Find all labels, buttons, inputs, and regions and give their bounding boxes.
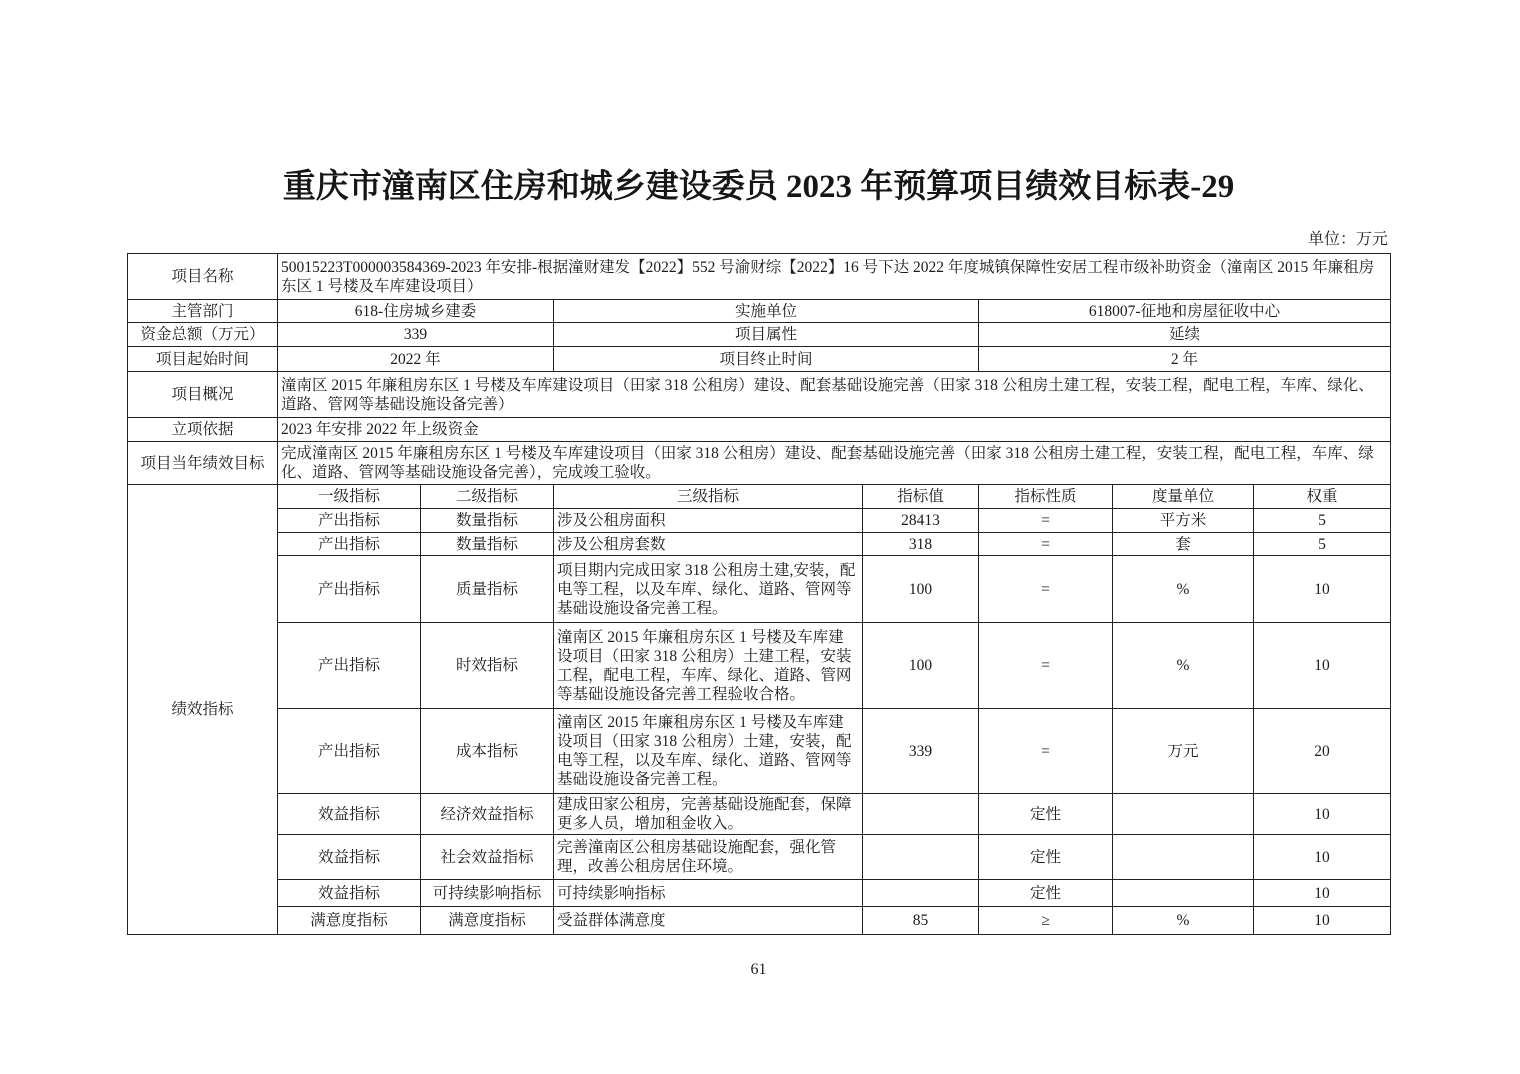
total-funds-row: [128, 323, 1391, 347]
nature-cell: 定性: [979, 835, 1113, 880]
header-nature: 指标性质: [979, 485, 1113, 509]
annual-goal-row: [128, 442, 1391, 485]
weight-cell: 10: [1254, 907, 1391, 935]
weight-cell: 20: [1254, 709, 1391, 794]
value-cell: 100: [863, 623, 979, 709]
level2-cell: 经济效益指标: [421, 794, 554, 835]
header-value: 指标值: [863, 485, 979, 509]
dept-value: 618-住房城乡建委: [278, 300, 554, 323]
nature-cell: ≥: [979, 907, 1113, 935]
value-cell: 85: [863, 907, 979, 935]
level3-cell: 建成田家公租房，完善基础设施配套，保障更多人员，增加租金收入。: [554, 794, 863, 835]
basis-row: [128, 418, 1391, 442]
level1-cell: 产出指标: [278, 509, 421, 533]
unit-note: 单位：万元: [1307, 231, 1388, 248]
project-attr-value: 延续: [979, 323, 1391, 347]
overview-row: [128, 372, 1391, 418]
header-weight: 权重: [1254, 485, 1391, 509]
level2-cell: 成本指标: [421, 709, 554, 794]
nature-cell: =: [979, 623, 1113, 709]
start-time-label: 项目起始时间: [128, 347, 278, 372]
level2-cell: 质量指标: [421, 556, 554, 623]
unit-cell: 套: [1113, 533, 1254, 556]
value-cell: 339: [863, 709, 979, 794]
annual-goal-value: 完成潼南区 2015 年廉租房东区 1 号楼及车库建设项目（田家 318 公租房）建设、配套基础设施完善（田家 318 公租房土建工程，安装工程，配电工程，车库、绿化、道路、管网等基础设施设备完善），完成竣工验收。: [278, 442, 1391, 485]
unit-cell: %: [1113, 623, 1254, 709]
level3-cell: 可持续影响指标: [554, 880, 863, 907]
level1-cell: 效益指标: [278, 835, 421, 880]
header-unit: 度量单位: [1113, 485, 1254, 509]
nature-cell: 定性: [979, 880, 1113, 907]
basis-value: 2023 年安排 2022 年上级资金: [278, 418, 1391, 442]
annual-goal-label: 项目当年绩效目标: [128, 442, 278, 485]
impl-label: 实施单位: [554, 300, 979, 323]
indicator-row: [128, 794, 1391, 835]
indicator-row: [128, 709, 1391, 794]
overview-value: 潼南区 2015 年廉租房东区 1 号楼及车库建设项目（田家 318 公租房）建设、配套基础设施完善（田家 318 公租房土建工程，安装工程，配电工程，车库、绿化、道路、管网等基础设施设备完善）: [278, 372, 1391, 418]
level1-cell: 效益指标: [278, 794, 421, 835]
nature-cell: 定性: [979, 794, 1113, 835]
level3-cell: 项目期内完成田家 318 公租房土建,安装，配电等工程，以及车库、绿化、道路、管网等基础设施设备完善工程。: [554, 556, 863, 623]
weight-cell: 10: [1254, 794, 1391, 835]
page-number: 61: [750, 961, 767, 978]
project-name-label: 项目名称: [128, 254, 278, 300]
weight-cell: 10: [1254, 623, 1391, 709]
header-level2: 二级指标: [421, 485, 554, 509]
indicator-header-row: [128, 485, 1391, 509]
overview-label: 项目概况: [128, 372, 278, 418]
value-cell: [863, 794, 979, 835]
value-cell: 318: [863, 533, 979, 556]
unit-cell: [1113, 835, 1254, 880]
unit-cell: 平方米: [1113, 509, 1254, 533]
weight-cell: 10: [1254, 556, 1391, 623]
level2-cell: 时效指标: [421, 623, 554, 709]
indicator-row: [128, 533, 1391, 556]
header-level3: 三级指标: [554, 485, 863, 509]
impl-value: 618007-征地和房屋征收中心: [979, 300, 1391, 323]
weight-cell: 10: [1254, 835, 1391, 880]
value-cell: [863, 835, 979, 880]
end-time-value: 2 年: [979, 347, 1391, 372]
end-time-label: 项目终止时间: [554, 347, 979, 372]
level3-cell: 涉及公租房面积: [554, 509, 863, 533]
level3-cell: 完善潼南区公租房基础设施配套，强化管理，改善公租房居住环境。: [554, 835, 863, 880]
level3-cell: 潼南区 2015 年廉租房东区 1 号楼及车库建设项目（田家 318 公租房）土建工程，安装工程，配电工程，车库、绿化、道路、管网等基础设施设备完善工程验收合格。: [554, 623, 863, 709]
level1-cell: 满意度指标: [278, 907, 421, 935]
level3-cell: 潼南区 2015 年廉租房东区 1 号楼及车库建设项目（田家 318 公租房）土建，安装，配电等工程，以及车库、绿化、道路、管网等基础设施设备完善工程。: [554, 709, 863, 794]
weight-cell: 5: [1254, 509, 1391, 533]
indicator-row: [128, 880, 1391, 907]
level2-cell: 可持续影响指标: [421, 880, 554, 907]
level1-cell: 产出指标: [278, 556, 421, 623]
header-level1: 一级指标: [278, 485, 421, 509]
indicator-row: [128, 907, 1391, 935]
level1-cell: 产出指标: [278, 709, 421, 794]
dept-row: [128, 300, 1391, 323]
total-funds-value: 339: [278, 323, 554, 347]
nature-cell: =: [979, 556, 1113, 623]
document-page: [127, 0, 1390, 979]
start-time-value: 2022 年: [278, 347, 554, 372]
value-cell: [863, 880, 979, 907]
indicator-row: [128, 835, 1391, 880]
project-attr-label: 项目属性: [554, 323, 979, 347]
level1-cell: 产出指标: [278, 533, 421, 556]
start-time-row: [128, 347, 1391, 372]
unit-cell: [1113, 794, 1254, 835]
page-title: 重庆市潼南区住房和城乡建设委员 2023 年预算项目绩效目标表-29: [282, 169, 1235, 205]
level2-cell: 数量指标: [421, 533, 554, 556]
nature-cell: =: [979, 509, 1113, 533]
weight-cell: 5: [1254, 533, 1391, 556]
weight-cell: 10: [1254, 880, 1391, 907]
unit-cell: [1113, 880, 1254, 907]
total-funds-label: 资金总额（万元）: [128, 323, 278, 347]
unit-cell: %: [1113, 907, 1254, 935]
performance-section-label: 绩效指标: [128, 485, 278, 935]
unit-cell: %: [1113, 556, 1254, 623]
project-name-value: 50015223T000003584369-2023 年安排-根据潼财建发【2022】552 号渝财综【2022】16 号下达 2022 年度城镇保障性安居工程市级补助资金（潼南区 2015 年廉租房东区 1 号楼及车库建设项目）: [278, 254, 1391, 300]
value-cell: 28413: [863, 509, 979, 533]
nature-cell: =: [979, 709, 1113, 794]
level3-cell: 涉及公租房套数: [554, 533, 863, 556]
value-cell: 100: [863, 556, 979, 623]
indicator-row: [128, 623, 1391, 709]
level2-cell: 满意度指标: [421, 907, 554, 935]
dept-label: 主管部门: [128, 300, 278, 323]
indicator-row: [128, 509, 1391, 533]
level1-cell: 产出指标: [278, 623, 421, 709]
level3-cell: 受益群体满意度: [554, 907, 863, 935]
indicator-row: [128, 556, 1391, 623]
basis-label: 立项依据: [128, 418, 278, 442]
level1-cell: 效益指标: [278, 880, 421, 907]
nature-cell: =: [979, 533, 1113, 556]
project-name-row: [128, 254, 1391, 300]
performance-target-table: [127, 253, 1391, 935]
level2-cell: 社会效益指标: [421, 835, 554, 880]
unit-cell: 万元: [1113, 709, 1254, 794]
level2-cell: 数量指标: [421, 509, 554, 533]
